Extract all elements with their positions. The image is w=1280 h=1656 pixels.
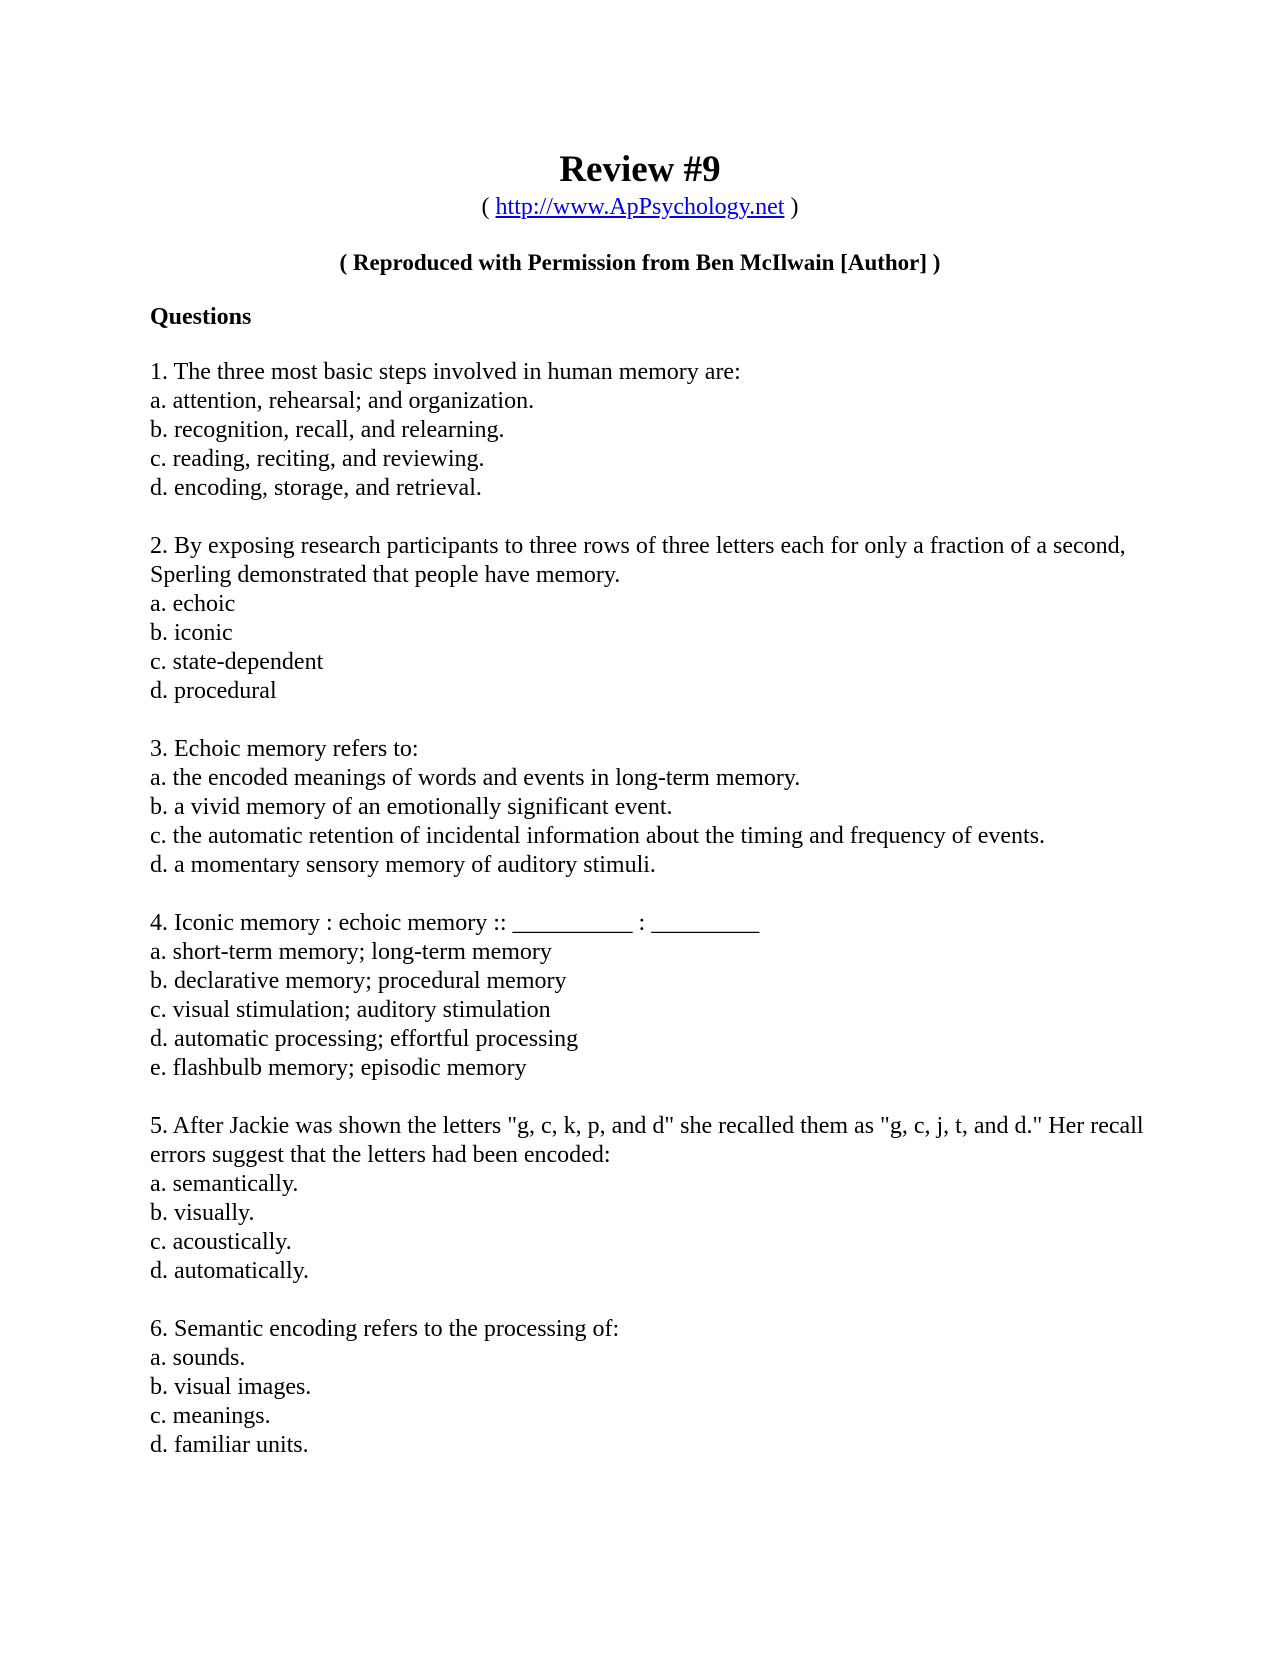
answer-option: a. semantically. xyxy=(150,1171,299,1197)
answer-option: b. visually. xyxy=(150,1200,255,1226)
answer-option: d. automatically. xyxy=(150,1258,310,1284)
permission-note: ( Reproduced with Permission from Ben McIlwain [Author] ) xyxy=(339,250,941,275)
answer-option: e. flashbulb memory; episodic memory xyxy=(150,1055,527,1081)
answer-option: b. visual images. xyxy=(150,1374,312,1400)
answer-option: c. the automatic retention of incidental information about the timing and frequency of events. xyxy=(150,823,1046,849)
answer-option: d. encoding, storage, and retrieval. xyxy=(150,475,482,501)
answer-option: b. iconic xyxy=(150,620,233,646)
question-stem: 1. The three most basic steps involved in human memory are: xyxy=(150,359,741,385)
answer-option: a. attention, rehearsal; and organization. xyxy=(150,388,535,414)
question-3 xyxy=(150,735,1150,880)
answer-option: a. the encoded meanings of words and events in long-term memory. xyxy=(150,765,801,791)
question-5 xyxy=(150,1112,1150,1286)
answer-option: c. reading, reciting, and reviewing. xyxy=(150,446,485,472)
answer-option: c. meanings. xyxy=(150,1403,271,1429)
question-4 xyxy=(150,909,1150,1083)
answer-option: c. visual stimulation; auditory stimulation xyxy=(150,997,551,1023)
answer-option: d. automatic processing; effortful processing xyxy=(150,1026,579,1052)
question-2 xyxy=(150,532,1150,706)
questions-heading: Questions xyxy=(150,304,252,330)
question-stem: 6. Semantic encoding refers to the processing of: xyxy=(150,1316,620,1342)
answer-option: d. procedural xyxy=(150,678,277,704)
source-url-line xyxy=(0,192,1280,222)
answer-option: a. echoic xyxy=(150,591,236,617)
question-stem: 3. Echoic memory refers to: xyxy=(150,736,419,762)
answer-option: b. declarative memory; procedural memory xyxy=(150,968,567,994)
question-stem: 4. Iconic memory : echoic memory :: __________ : _________ xyxy=(150,910,760,936)
answer-option: a. short-term memory; long-term memory xyxy=(150,939,552,965)
source-url-link[interactable]: http://www.ApPsychology.net xyxy=(495,194,785,220)
questions-list xyxy=(150,358,1150,1489)
answer-option: d. familiar units. xyxy=(150,1432,309,1458)
answer-option: a. sounds. xyxy=(150,1345,246,1371)
answer-option: d. a momentary sensory memory of auditory stimuli. xyxy=(150,852,656,878)
answer-option: c. state-dependent xyxy=(150,649,324,675)
question-1 xyxy=(150,358,1150,503)
answer-option: c. acoustically. xyxy=(150,1229,292,1255)
url-open-paren: ( xyxy=(481,194,496,220)
answer-option: b. a vivid memory of an emotionally significant event. xyxy=(150,794,673,820)
answer-option: b. recognition, recall, and relearning. xyxy=(150,417,505,443)
question-stem: 2. By exposing research participants to three rows of three letters each for only a fraction of a second, Sperling demonstrated that people have memory. xyxy=(150,533,1132,588)
question-stem: 5. After Jackie was shown the letters "g, c, k, p, and d" she recalled them as "g, c, j, t, and d." Her recall errors suggest that the letters had been encoded: xyxy=(150,1113,1150,1168)
url-close-paren: ) xyxy=(784,194,799,220)
question-6 xyxy=(150,1315,1150,1460)
page-title: Review #9 xyxy=(559,149,721,190)
